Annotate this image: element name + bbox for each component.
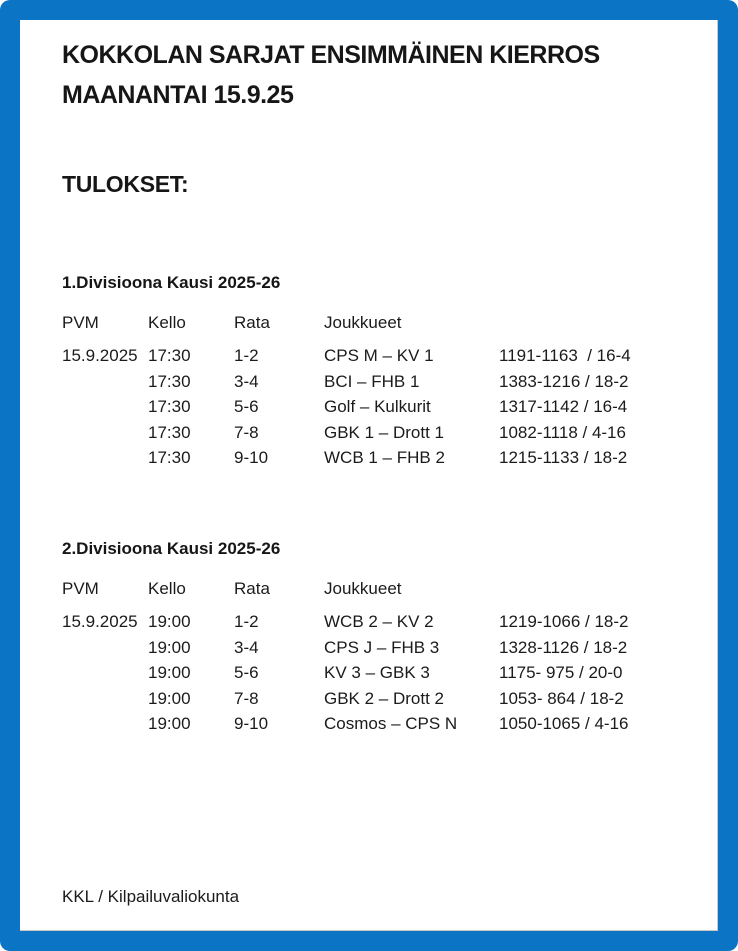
cell-kello: 17:30: [148, 346, 191, 366]
table-row: [62, 686, 708, 711]
table-row: [62, 420, 708, 445]
cell-tulos: 1328-1126 / 18-2: [499, 637, 628, 657]
column-header-tulos: [499, 576, 708, 601]
cell-pvm: [62, 711, 148, 736]
table-header-row: [62, 576, 708, 601]
cell-tulos: 1191-1163 / 16-4: [499, 346, 631, 366]
page-title: [62, 35, 698, 115]
cell-rata: 7-8: [234, 422, 259, 442]
cell-rata: 3-4: [234, 371, 259, 391]
table-row: [62, 394, 708, 419]
cell-rata: 5-6: [234, 397, 259, 417]
cell-kello: 19:00: [148, 637, 191, 657]
footer-text: KKL / Kilpailuvaliokunta: [62, 887, 240, 906]
cell-pvm: [62, 420, 148, 445]
table-row: [62, 369, 708, 394]
table-body: [62, 609, 708, 736]
division-1-heading: 1.Divisioona Kausi 2025-26: [62, 273, 281, 292]
table-row: [62, 343, 708, 368]
cell-joukkueet: WCB 2 – KV 2: [324, 612, 434, 632]
cell-tulos: 1383-1216 / 18-2: [499, 371, 629, 391]
results-heading: TULOKSET:: [62, 171, 189, 197]
column-header-tulos: [499, 310, 708, 335]
cell-tulos: 1215-1133 / 18-2: [499, 448, 628, 468]
cell-pvm: [62, 635, 148, 660]
cell-kello: 19:00: [148, 663, 191, 683]
cell-joukkueet: Cosmos – CPS N: [324, 714, 458, 734]
cell-kello: 17:30: [148, 448, 191, 468]
cell-kello: 19:00: [148, 612, 191, 632]
cell-joukkueet: GBK 2 – Drott 2: [324, 688, 444, 708]
cell-joukkueet: CPS J – FHB 3: [324, 637, 440, 657]
cell-pvm: [62, 394, 148, 419]
cell-tulos: 1053- 864 / 18-2: [499, 688, 624, 708]
table-row: [62, 635, 708, 660]
page-title-line2: MAANANTAI 15.9.25: [62, 81, 294, 109]
cell-joukkueet: BCI – FHB 1: [324, 371, 420, 391]
column-header-kello: Kello: [148, 313, 186, 332]
cell-kello: 19:00: [148, 688, 191, 708]
table-row: [62, 445, 708, 470]
page-title-line1: KOKKOLAN SARJAT ENSIMMÄINEN KIERROS: [62, 41, 600, 69]
column-header-joukkueet: Joukkueet: [324, 579, 402, 598]
division-2-heading: 2.Divisioona Kausi 2025-26: [62, 539, 281, 558]
table-row: [62, 711, 708, 736]
cell-kello: 17:30: [148, 371, 191, 391]
table-body: [62, 343, 708, 470]
table-row: [62, 660, 708, 685]
table-header-row: [62, 310, 708, 335]
column-header-rata: Rata: [234, 579, 270, 598]
table-row: [62, 609, 708, 634]
column-header-pvm: PVM: [62, 313, 99, 332]
cell-kello: 17:30: [148, 422, 191, 442]
cell-pvm: [62, 686, 148, 711]
cell-rata: 9-10: [234, 714, 269, 734]
cell-joukkueet: GBK 1 – Drott 1: [324, 422, 444, 442]
cell-rata: 1-2: [234, 346, 259, 366]
column-header-rata: Rata: [234, 313, 270, 332]
cell-pvm: [62, 445, 148, 470]
cell-rata: 1-2: [234, 612, 259, 632]
cell-tulos: 1219-1066 / 18-2: [499, 612, 629, 632]
cell-pvm: 15.9.2025: [62, 612, 138, 632]
cell-rata: 3-4: [234, 637, 259, 657]
cell-pvm: 15.9.2025: [62, 346, 138, 366]
column-header-pvm: PVM: [62, 579, 99, 598]
cell-pvm: [62, 660, 148, 685]
cell-rata: 5-6: [234, 663, 259, 683]
cell-joukkueet: WCB 1 – FHB 2: [324, 448, 445, 468]
column-header-joukkueet: Joukkueet: [324, 313, 402, 332]
cell-kello: 17:30: [148, 397, 191, 417]
cell-rata: 9-10: [234, 448, 269, 468]
cell-tulos: 1317-1142 / 16-4: [499, 397, 628, 417]
division-1-section: [62, 270, 708, 470]
cell-pvm: [62, 369, 148, 394]
cell-kello: 19:00: [148, 714, 191, 734]
cell-rata: 7-8: [234, 688, 259, 708]
cell-joukkueet: KV 3 – GBK 3: [324, 663, 430, 683]
division-2-section: [62, 536, 708, 736]
cell-joukkueet: CPS M – KV 1: [324, 346, 434, 366]
column-header-kello: Kello: [148, 579, 186, 598]
cell-tulos: 1175- 975 / 20-0: [499, 663, 623, 683]
cell-tulos: 1082-1118 / 4-16: [499, 422, 626, 442]
cell-tulos: 1050-1065 / 4-16: [499, 714, 629, 734]
cell-joukkueet: Golf – Kulkurit: [324, 397, 431, 417]
